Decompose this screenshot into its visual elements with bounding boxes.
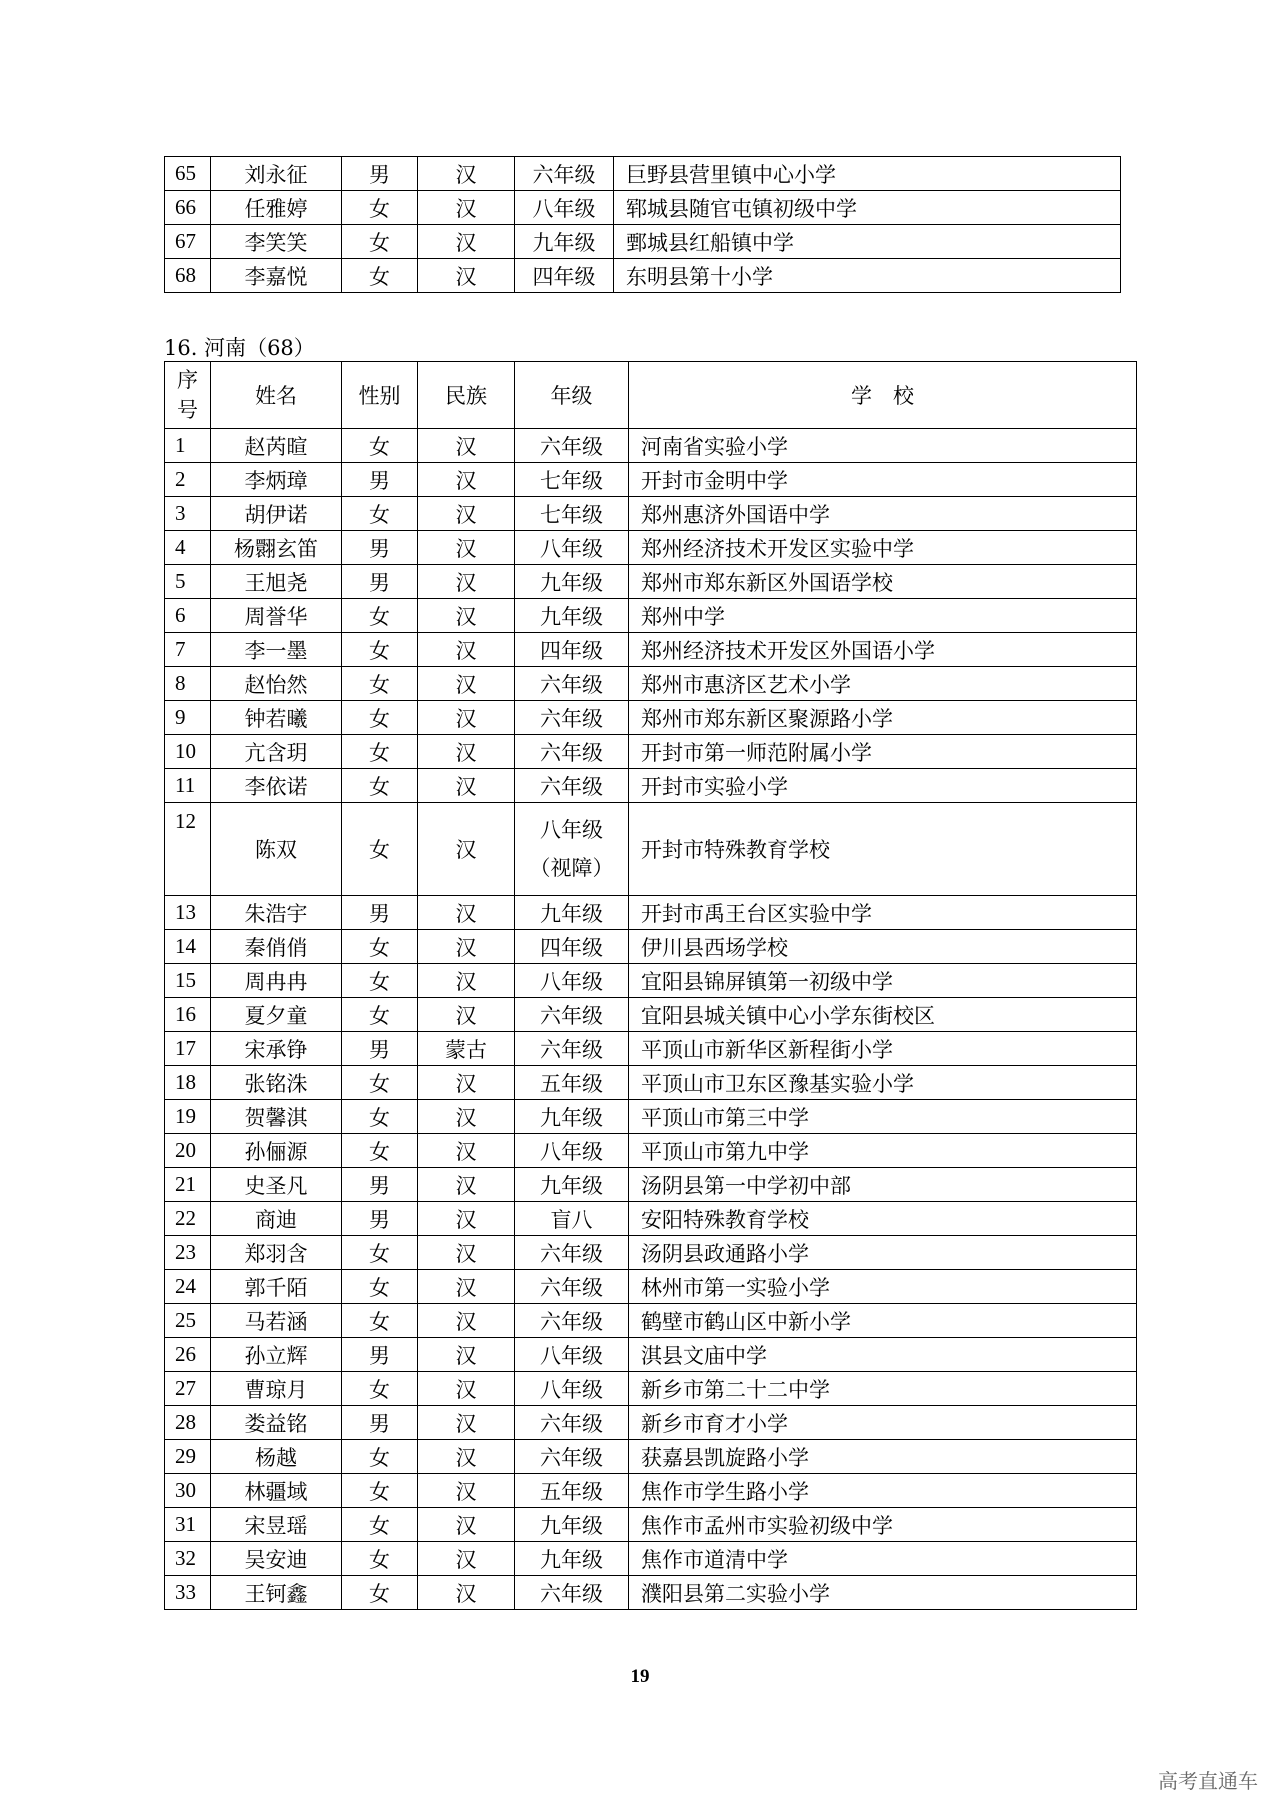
cell-school: 宜阳县锦屏镇第一初级中学 xyxy=(629,964,1137,998)
cell-gender: 男 xyxy=(342,1406,418,1440)
cell-name: 钟若曦 xyxy=(211,701,342,735)
cell-grade: 六年级 xyxy=(515,1236,629,1270)
table-row xyxy=(165,998,1137,1032)
cell-gender: 女 xyxy=(342,497,418,531)
cell-seq: 8 xyxy=(165,667,211,701)
cell-gender: 男 xyxy=(342,463,418,497)
cell-school: 平顶山市第九中学 xyxy=(629,1134,1137,1168)
cell-gender: 女 xyxy=(342,1542,418,1576)
cell-grade: 四年级 xyxy=(515,930,629,964)
cell-grade: 六年级 xyxy=(515,735,629,769)
table-row xyxy=(165,463,1137,497)
cell-name: 王钶鑫 xyxy=(211,1576,342,1610)
cell-ethnicity: 汉 xyxy=(418,429,515,463)
cell-name: 周誉华 xyxy=(211,599,342,633)
cell-gender: 女 xyxy=(342,225,418,259)
table-row xyxy=(165,964,1137,998)
cell-ethnicity: 汉 xyxy=(418,1304,515,1338)
cell-ethnicity: 汉 xyxy=(418,599,515,633)
cell-gender: 女 xyxy=(342,1134,418,1168)
cell-seq: 15 xyxy=(165,964,211,998)
cell-seq: 11 xyxy=(165,769,211,803)
cell-ethnicity: 汉 xyxy=(418,1338,515,1372)
cell-seq: 4 xyxy=(165,531,211,565)
cell-seq: 13 xyxy=(165,896,211,930)
cell-name: 秦俏俏 xyxy=(211,930,342,964)
cell-grade: 七年级 xyxy=(515,463,629,497)
cell-ethnicity: 蒙古 xyxy=(418,1032,515,1066)
cell-name: 郑羽含 xyxy=(211,1236,342,1270)
watermark: 高考直通车 xyxy=(1158,1769,1258,1793)
cell-grade: 九年级 xyxy=(515,896,629,930)
cell-seq: 17 xyxy=(165,1032,211,1066)
cell-gender: 女 xyxy=(342,964,418,998)
cell-seq: 14 xyxy=(165,930,211,964)
table-row xyxy=(165,1100,1137,1134)
table-row xyxy=(165,1032,1137,1066)
table-row xyxy=(165,1236,1137,1270)
table-row xyxy=(165,1304,1137,1338)
cell-grade: 八年级 xyxy=(515,1372,629,1406)
cell-gender: 女 xyxy=(342,1236,418,1270)
cell-ethnicity: 汉 xyxy=(418,1372,515,1406)
cell-school: 郑州市郑东新区聚源路小学 xyxy=(629,701,1137,735)
cell-name: 朱浩宇 xyxy=(211,896,342,930)
cell-grade: 六年级 xyxy=(515,1406,629,1440)
cell-seq: 33 xyxy=(165,1576,211,1610)
cell-seq: 31 xyxy=(165,1508,211,1542)
cell-gender: 女 xyxy=(342,1372,418,1406)
cell-school: 巨野县营里镇中心小学 xyxy=(614,157,1121,191)
cell-ethnicity: 汉 xyxy=(418,1474,515,1508)
cell-name: 周冉冉 xyxy=(211,964,342,998)
cell-name: 孙立辉 xyxy=(211,1338,342,1372)
cell-school: 开封市禹王台区实验中学 xyxy=(629,896,1137,930)
cell-gender: 男 xyxy=(342,896,418,930)
cell-ethnicity: 汉 xyxy=(418,998,515,1032)
cell-school: 平顶山市第三中学 xyxy=(629,1100,1137,1134)
cell-seq: 6 xyxy=(165,599,211,633)
table-row xyxy=(165,735,1137,769)
cell-grade: 六年级 xyxy=(515,667,629,701)
cell-gender: 女 xyxy=(342,1066,418,1100)
page-number: 19 xyxy=(630,1666,650,1687)
cell-gender: 女 xyxy=(342,599,418,633)
cell-name: 李炳璋 xyxy=(211,463,342,497)
cell-gender: 男 xyxy=(342,1168,418,1202)
cell-grade: 九年级 xyxy=(515,225,614,259)
cell-school: 鄄城县红船镇中学 xyxy=(614,225,1121,259)
cell-ethnicity: 汉 xyxy=(418,1066,515,1100)
table-row xyxy=(165,1202,1137,1236)
cell-grade: 八年级 xyxy=(515,964,629,998)
cell-ethnicity: 汉 xyxy=(418,1270,515,1304)
cell-school: 郓城县随官屯镇初级中学 xyxy=(614,191,1121,225)
header-gender: 性别 xyxy=(342,362,418,429)
table-row xyxy=(165,259,1121,293)
cell-grade: 九年级 xyxy=(515,599,629,633)
cell-school: 安阳特殊教育学校 xyxy=(629,1202,1137,1236)
cell-grade: 九年级 xyxy=(515,565,629,599)
cell-gender: 女 xyxy=(342,1576,418,1610)
table-row xyxy=(165,225,1121,259)
cell-ethnicity: 汉 xyxy=(418,1440,515,1474)
cell-grade: 六年级 xyxy=(515,769,629,803)
cell-seq: 27 xyxy=(165,1372,211,1406)
cell-gender: 女 xyxy=(342,701,418,735)
cell-seq: 66 xyxy=(165,191,211,225)
cell-ethnicity: 汉 xyxy=(418,1406,515,1440)
cell-seq: 68 xyxy=(165,259,211,293)
cell-ethnicity: 汉 xyxy=(418,1542,515,1576)
cell-seq: 10 xyxy=(165,735,211,769)
cell-grade: 四年级 xyxy=(515,633,629,667)
table-row xyxy=(165,429,1137,463)
cell-gender: 男 xyxy=(342,1338,418,1372)
cell-grade: 八年级 xyxy=(515,191,614,225)
henan-student-table xyxy=(164,361,1137,1610)
table-row xyxy=(165,531,1137,565)
cell-ethnicity: 汉 xyxy=(418,1100,515,1134)
cell-school: 林州市第一实验小学 xyxy=(629,1270,1137,1304)
cell-name: 王旭尧 xyxy=(211,565,342,599)
cell-gender: 女 xyxy=(342,1100,418,1134)
cell-ethnicity: 汉 xyxy=(418,225,515,259)
cell-school: 鹤壁市鹤山区中新小学 xyxy=(629,1304,1137,1338)
cell-seq: 19 xyxy=(165,1100,211,1134)
cell-grade: 九年级 xyxy=(515,1542,629,1576)
cell-seq: 21 xyxy=(165,1168,211,1202)
cell-ethnicity: 汉 xyxy=(418,803,515,896)
cell-ethnicity: 汉 xyxy=(418,1236,515,1270)
table-row xyxy=(165,191,1121,225)
cell-grade: 八年级 （视障） xyxy=(515,803,629,896)
table-row xyxy=(165,1440,1137,1474)
table-row xyxy=(165,1406,1137,1440)
cell-name: 陈双 xyxy=(211,803,342,896)
cell-grade: 七年级 xyxy=(515,497,629,531)
header-name: 姓名 xyxy=(211,362,342,429)
table-row xyxy=(165,930,1137,964)
cell-name: 林疆域 xyxy=(211,1474,342,1508)
cell-grade: 五年级 xyxy=(515,1474,629,1508)
cell-gender: 女 xyxy=(342,998,418,1032)
header-seq: 序 号 xyxy=(165,362,211,429)
table-row xyxy=(165,157,1121,191)
cell-gender: 男 xyxy=(342,1032,418,1066)
cell-seq: 18 xyxy=(165,1066,211,1100)
cell-seq: 7 xyxy=(165,633,211,667)
cell-grade: 六年级 xyxy=(515,701,629,735)
cell-name: 马若涵 xyxy=(211,1304,342,1338)
cell-ethnicity: 汉 xyxy=(418,1202,515,1236)
table-row xyxy=(165,565,1137,599)
cell-name: 李依诺 xyxy=(211,769,342,803)
cell-grade: 五年级 xyxy=(515,1066,629,1100)
cell-gender: 女 xyxy=(342,1270,418,1304)
cell-seq: 26 xyxy=(165,1338,211,1372)
cell-school: 新乡市第二十二中学 xyxy=(629,1372,1137,1406)
table-row xyxy=(165,633,1137,667)
cell-seq: 12 xyxy=(165,803,211,896)
cell-name: 赵怡然 xyxy=(211,667,342,701)
cell-grade: 盲八 xyxy=(515,1202,629,1236)
header-grade: 年级 xyxy=(515,362,629,429)
cell-ethnicity: 汉 xyxy=(418,667,515,701)
cell-grade: 六年级 xyxy=(515,1440,629,1474)
cell-school: 郑州经济技术开发区实验中学 xyxy=(629,531,1137,565)
cell-ethnicity: 汉 xyxy=(418,1134,515,1168)
cell-grade: 九年级 xyxy=(515,1168,629,1202)
table-row xyxy=(165,1270,1137,1304)
cell-name: 杨翾玄笛 xyxy=(211,531,342,565)
cell-grade: 六年级 xyxy=(515,1576,629,1610)
cell-seq: 25 xyxy=(165,1304,211,1338)
continued-student-table xyxy=(164,156,1121,293)
cell-name: 赵芮暄 xyxy=(211,429,342,463)
cell-school: 新乡市育才小学 xyxy=(629,1406,1137,1440)
cell-school: 开封市金明中学 xyxy=(629,463,1137,497)
cell-name: 吴安迪 xyxy=(211,1542,342,1576)
cell-grade: 四年级 xyxy=(515,259,614,293)
cell-name: 李嘉悦 xyxy=(211,259,342,293)
cell-seq: 2 xyxy=(165,463,211,497)
cell-seq: 5 xyxy=(165,565,211,599)
header-school: 学 校 xyxy=(629,362,1137,429)
cell-gender: 男 xyxy=(342,531,418,565)
cell-seq: 67 xyxy=(165,225,211,259)
cell-name: 郭千陌 xyxy=(211,1270,342,1304)
cell-ethnicity: 汉 xyxy=(418,157,515,191)
table-row xyxy=(165,1338,1137,1372)
cell-school: 郑州经济技术开发区外国语小学 xyxy=(629,633,1137,667)
cell-ethnicity: 汉 xyxy=(418,259,515,293)
cell-grade: 六年级 xyxy=(515,998,629,1032)
cell-seq: 3 xyxy=(165,497,211,531)
cell-name: 孙俪源 xyxy=(211,1134,342,1168)
cell-school: 焦作市道清中学 xyxy=(629,1542,1137,1576)
cell-grade: 九年级 xyxy=(515,1508,629,1542)
cell-name: 娄益铭 xyxy=(211,1406,342,1440)
cell-school: 郑州惠济外国语中学 xyxy=(629,497,1137,531)
cell-seq: 9 xyxy=(165,701,211,735)
section-title: 16. 河南（68） xyxy=(164,336,315,360)
cell-grade: 六年级 xyxy=(515,157,614,191)
cell-grade: 八年级 xyxy=(515,1134,629,1168)
cell-name: 李一墨 xyxy=(211,633,342,667)
cell-seq: 30 xyxy=(165,1474,211,1508)
cell-school: 开封市特殊教育学校 xyxy=(629,803,1137,896)
table-row xyxy=(165,1474,1137,1508)
cell-seq: 20 xyxy=(165,1134,211,1168)
cell-school: 郑州中学 xyxy=(629,599,1137,633)
cell-gender: 男 xyxy=(342,565,418,599)
table-row xyxy=(165,667,1137,701)
cell-gender: 女 xyxy=(342,191,418,225)
cell-ethnicity: 汉 xyxy=(418,1576,515,1610)
cell-seq: 65 xyxy=(165,157,211,191)
cell-grade: 八年级 xyxy=(515,531,629,565)
cell-gender: 女 xyxy=(342,1440,418,1474)
cell-school: 汤阴县第一中学初中部 xyxy=(629,1168,1137,1202)
cell-name: 贺馨淇 xyxy=(211,1100,342,1134)
table-row xyxy=(165,1576,1137,1610)
cell-name: 宋昱瑶 xyxy=(211,1508,342,1542)
cell-seq: 28 xyxy=(165,1406,211,1440)
cell-gender: 男 xyxy=(342,157,418,191)
cell-ethnicity: 汉 xyxy=(418,964,515,998)
cell-school: 平顶山市卫东区豫基实验小学 xyxy=(629,1066,1137,1100)
cell-name: 亢含玥 xyxy=(211,735,342,769)
cell-grade: 六年级 xyxy=(515,429,629,463)
table-row xyxy=(165,1508,1137,1542)
cell-gender: 女 xyxy=(342,735,418,769)
cell-gender: 女 xyxy=(342,1304,418,1338)
cell-ethnicity: 汉 xyxy=(418,1168,515,1202)
cell-school: 宜阳县城关镇中心小学东街校区 xyxy=(629,998,1137,1032)
cell-grade: 六年级 xyxy=(515,1032,629,1066)
table-row xyxy=(165,1168,1137,1202)
table-row xyxy=(165,1066,1137,1100)
cell-school: 获嘉县凯旋路小学 xyxy=(629,1440,1137,1474)
cell-school: 淇县文庙中学 xyxy=(629,1338,1137,1372)
table-row xyxy=(165,803,1137,896)
cell-gender: 女 xyxy=(342,803,418,896)
cell-ethnicity: 汉 xyxy=(418,1508,515,1542)
cell-ethnicity: 汉 xyxy=(418,633,515,667)
cell-ethnicity: 汉 xyxy=(418,735,515,769)
cell-name: 胡伊诺 xyxy=(211,497,342,531)
table-row xyxy=(165,497,1137,531)
cell-school: 焦作市学生路小学 xyxy=(629,1474,1137,1508)
table-header-row xyxy=(165,362,1137,429)
cell-name: 任雅婷 xyxy=(211,191,342,225)
table-row xyxy=(165,896,1137,930)
cell-seq: 22 xyxy=(165,1202,211,1236)
cell-gender: 女 xyxy=(342,1474,418,1508)
cell-ethnicity: 汉 xyxy=(418,497,515,531)
cell-ethnicity: 汉 xyxy=(418,531,515,565)
cell-seq: 24 xyxy=(165,1270,211,1304)
header-ethnicity: 民族 xyxy=(418,362,515,429)
table-row xyxy=(165,1372,1137,1406)
cell-name: 夏夕童 xyxy=(211,998,342,1032)
cell-gender: 女 xyxy=(342,1508,418,1542)
cell-name: 宋承铮 xyxy=(211,1032,342,1066)
cell-seq: 23 xyxy=(165,1236,211,1270)
cell-name: 张铭洙 xyxy=(211,1066,342,1100)
cell-grade: 九年级 xyxy=(515,1100,629,1134)
cell-gender: 女 xyxy=(342,769,418,803)
cell-school: 东明县第十小学 xyxy=(614,259,1121,293)
table-row xyxy=(165,701,1137,735)
cell-name: 杨越 xyxy=(211,1440,342,1474)
cell-gender: 女 xyxy=(342,633,418,667)
cell-seq: 29 xyxy=(165,1440,211,1474)
table-row xyxy=(165,599,1137,633)
cell-school: 开封市实验小学 xyxy=(629,769,1137,803)
cell-gender: 女 xyxy=(342,259,418,293)
cell-school: 河南省实验小学 xyxy=(629,429,1137,463)
cell-seq: 16 xyxy=(165,998,211,1032)
cell-gender: 男 xyxy=(342,1202,418,1236)
cell-grade: 八年级 xyxy=(515,1338,629,1372)
table-row xyxy=(165,1134,1137,1168)
cell-school: 焦作市孟州市实验初级中学 xyxy=(629,1508,1137,1542)
cell-ethnicity: 汉 xyxy=(418,769,515,803)
cell-school: 平顶山市新华区新程街小学 xyxy=(629,1032,1137,1066)
cell-school: 郑州市郑东新区外国语学校 xyxy=(629,565,1137,599)
table-row xyxy=(165,1542,1137,1576)
cell-school: 郑州市惠济区艺术小学 xyxy=(629,667,1137,701)
cell-ethnicity: 汉 xyxy=(418,565,515,599)
cell-school: 汤阴县政通路小学 xyxy=(629,1236,1137,1270)
cell-school: 濮阳县第二实验小学 xyxy=(629,1576,1137,1610)
cell-name: 曹琼月 xyxy=(211,1372,342,1406)
table-row xyxy=(165,769,1137,803)
cell-name: 刘永征 xyxy=(211,157,342,191)
cell-name: 史圣凡 xyxy=(211,1168,342,1202)
cell-school: 开封市第一师范附属小学 xyxy=(629,735,1137,769)
cell-name: 商迪 xyxy=(211,1202,342,1236)
cell-gender: 女 xyxy=(342,930,418,964)
cell-school: 伊川县西场学校 xyxy=(629,930,1137,964)
cell-ethnicity: 汉 xyxy=(418,701,515,735)
cell-gender: 女 xyxy=(342,429,418,463)
cell-grade: 六年级 xyxy=(515,1304,629,1338)
cell-ethnicity: 汉 xyxy=(418,896,515,930)
cell-ethnicity: 汉 xyxy=(418,191,515,225)
cell-seq: 32 xyxy=(165,1542,211,1576)
cell-ethnicity: 汉 xyxy=(418,463,515,497)
cell-gender: 女 xyxy=(342,667,418,701)
cell-name: 李笑笑 xyxy=(211,225,342,259)
cell-seq: 1 xyxy=(165,429,211,463)
cell-ethnicity: 汉 xyxy=(418,930,515,964)
cell-grade: 六年级 xyxy=(515,1270,629,1304)
